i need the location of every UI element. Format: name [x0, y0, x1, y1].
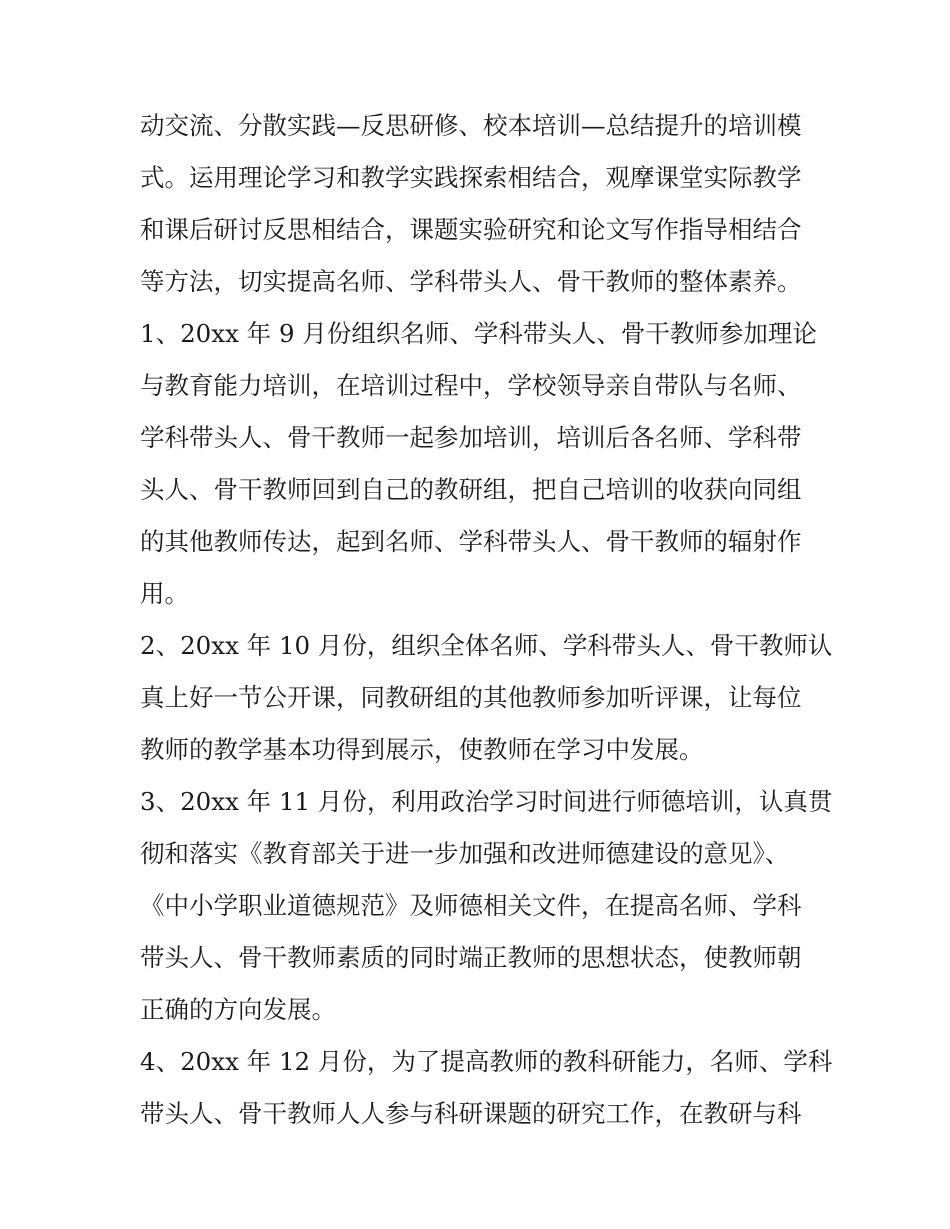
text-line: 教师的教学基本功得到展示，使教师在学习中发展。 — [140, 735, 704, 764]
text-line: 《中小学职业道德规范》及师德相关文件，在提高名师、学科 — [140, 891, 802, 920]
text-line: 带头人、骨干教师素质的同时端正教师的思想状态，使教师朝 — [140, 943, 802, 972]
text-line: 1、20xx 年 9 月份组织名师、学科带头人、骨干教师参加理论 — [140, 319, 817, 348]
text-line: 和课后研讨反思相结合，课题实验研究和论文写作指导相结合 — [140, 215, 802, 244]
text-line: 动交流、分散实践—反思研修、校本培训—总结提升的培训模 — [140, 111, 802, 140]
text-line: 等方法，切实提高名师、学科带头人、骨干教师的整体素养。 — [140, 267, 802, 296]
text-line: 真上好一节公开课，同教研组的其他教师参加听评课，让每位 — [140, 683, 802, 712]
text-line: 的其他教师传达，起到名师、学科带头人、骨干教师的辐射作 — [140, 527, 802, 556]
text-line: 4、20xx 年 12 月份，为了提高教师的教科研能力，名师、学科 — [140, 1047, 833, 1076]
text-line: 正确的方向发展。 — [140, 995, 336, 1024]
document-body — [140, 100, 833, 1140]
text-line: 3、20xx 年 11 月份，利用政治学习时间进行师德培训，认真贯 — [140, 787, 833, 816]
text-line: 学科带头人、骨干教师一起参加培训，培训后各名师、学科带 — [140, 423, 802, 452]
text-line: 与教育能力培训，在培训过程中，学校领导亲自带队与名师、 — [140, 371, 802, 400]
text-line: 用。 — [140, 579, 189, 608]
text-line: 彻和落实《教育部关于进一步加强和改进师德建设的意见》、 — [140, 839, 790, 868]
text-line: 2、20xx 年 10 月份，组织全体名师、学科带头人、骨干教师认 — [140, 631, 833, 660]
text-line: 式。运用理论学习和教学实践探索相结合，观摩课堂实际教学 — [140, 163, 802, 192]
text-line: 带头人、骨干教师人人参与科研课题的研究工作，在教研与科 — [140, 1099, 802, 1128]
text-line: 头人、骨干教师回到自己的教研组，把自己培训的收获向同组 — [140, 475, 802, 504]
